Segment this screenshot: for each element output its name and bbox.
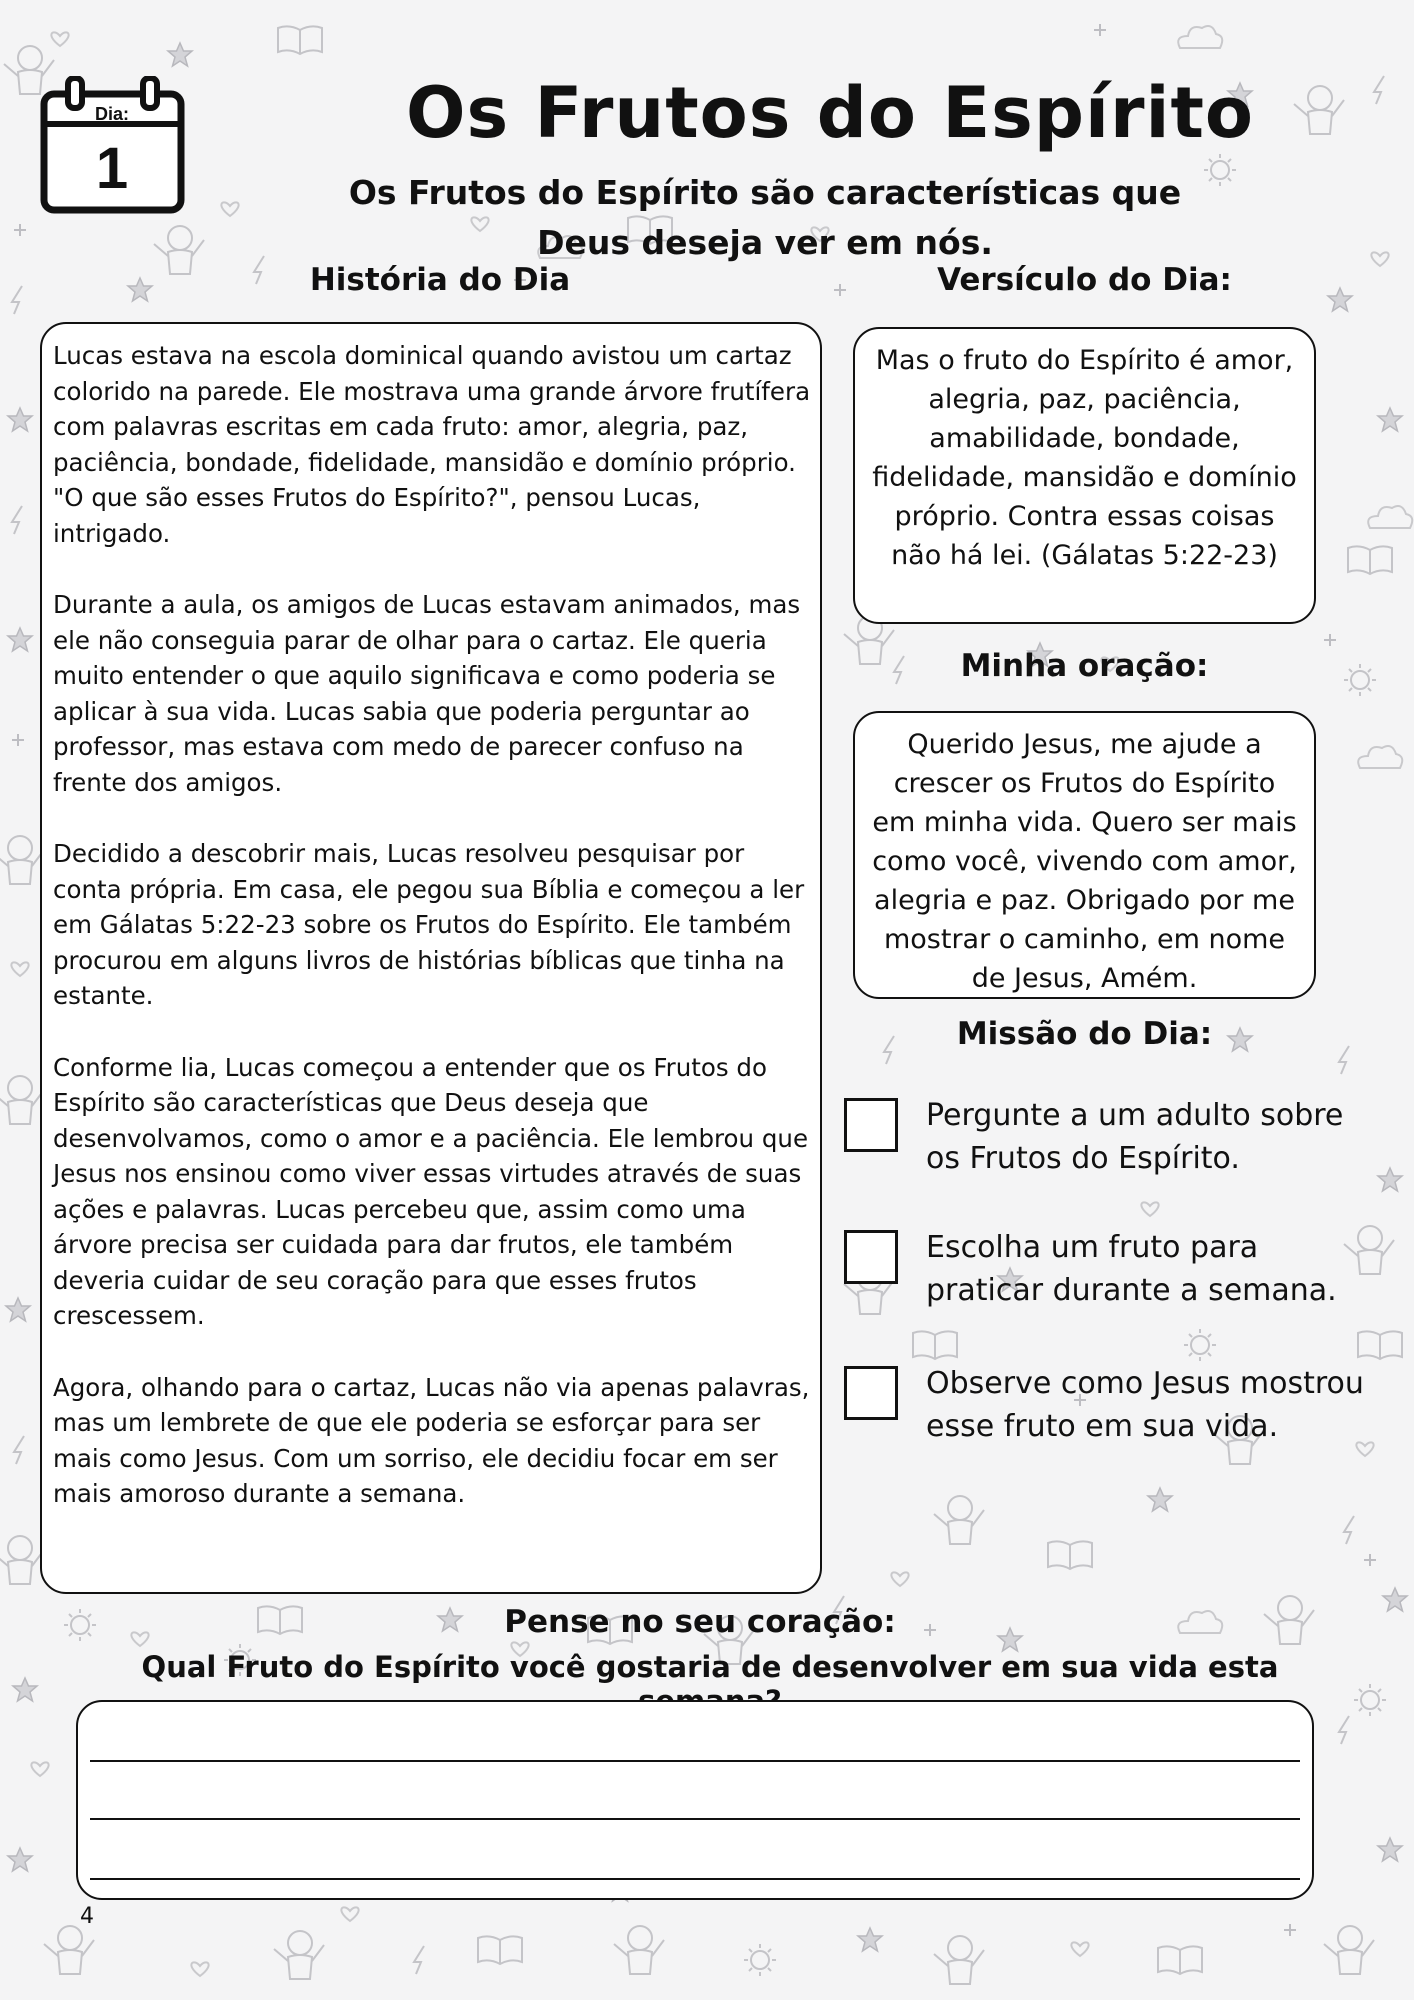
answer-box[interactable] [76, 1700, 1314, 1900]
story-paragraph: Agora, olhando para o cartaz, Lucas não via apenas palavras, mas um lembrete de que ele poderia se esforçar para ser mais como Jesus. Com um sorriso, ele decidiu focar em ser mais amoroso durante a semana. [53, 1372, 810, 1508]
prayer-heading: Minha oração: [960, 648, 1209, 684]
task-checkbox[interactable] [844, 1366, 898, 1420]
answer-line[interactable] [90, 1760, 1300, 1762]
calendar-label: Dia: [94, 104, 130, 124]
verse-text: Mas o fruto do Espírito é amor, alegria, paz, paciência, amabilidade, bondade, fidelidade, mansidão e domínio próprio. Contra essas coisas não há lei. (Gálatas 5:22-23) [872, 345, 1297, 571]
answer-line[interactable] [90, 1818, 1300, 1820]
task-checkbox[interactable] [844, 1230, 898, 1284]
task-text: Escolha um fruto para praticar durante a semana. [926, 1230, 1337, 1308]
reflection-heading: Pense no seu coração: [504, 1604, 896, 1640]
verse-box [853, 327, 1316, 624]
story-box [40, 322, 822, 1594]
task-text: Observe como Jesus mostrou esse fruto em sua vida. [926, 1366, 1364, 1444]
mission-heading: Missão do Dia: [956, 1016, 1213, 1052]
story-paragraph: Durante a aula, os amigos de Lucas estavam animados, mas ele não conseguia parar de olhar para o cartaz. Ele queria muito entender o que aquilo significava e como poderia se aplicar à sua vida. Lucas sabia que poderia perguntar ao professor, mas estava com medo de parecer confuso na frente dos amigos. [53, 590, 801, 797]
prayer-box [853, 711, 1316, 999]
calendar-icon [40, 76, 185, 216]
answer-line[interactable] [90, 1878, 1300, 1880]
story-paragraph: Lucas estava na escola dominical quando avistou um cartaz colorido na parede. Ele mostrava uma grande árvore frutífera com palavras escritas em cada fruto: amor, alegria, paz, paciência, bondade, fidelidade, mansidão e domínio próprio. "O que são esses Frutos do Espírito?", pensou Lucas, intrigado. [53, 341, 811, 548]
task-text: Pergunte a um adulto sobre os Frutos do Espírito. [926, 1098, 1344, 1176]
story-paragraph: Decidido a descobrir mais, Lucas resolveu pesquisar por conta própria. Em casa, ele pegou sua Bíblia e começou a ler em Gálatas 5:22-23 sobre os Frutos do Espírito. Ele também procurou em alguns livros de histórias bíblicas que tinha na estante. [53, 839, 805, 1010]
calendar-day-number: 1 [95, 136, 129, 201]
page-subtitle: Os Frutos do Espírito são características que Deus deseja ver em nós. [348, 173, 1182, 262]
page-number: 4 [80, 1904, 94, 1929]
story-paragraph: Conforme lia, Lucas começou a entender que os Frutos do Espírito são características que Deus deseja que desenvolvamos, como o amor e a paciência. Ele lembrou que Jesus nos ensinou como viver essas virtudes através de suas ações e palavras. Lucas percebeu que, assim como uma árvore precisa ser cuidada para dar frutos, ele também deveria cuidar de seu coração para que esses frutos crescessem. [53, 1052, 809, 1330]
story-heading: História do Dia [309, 262, 571, 298]
prayer-text: Querido Jesus, me ajude a crescer os Frutos do Espírito em minha vida. Quero ser mais como você, vivendo com amor, alegria e paz. Obrigado por me mostrar o caminho, em nome de Jesus, Amém. [872, 729, 1297, 994]
task-checkbox[interactable] [844, 1098, 898, 1152]
verse-heading: Versículo do Dia: [937, 262, 1232, 298]
page-title: Os Frutos do Espírito [405, 72, 1255, 154]
reflection-question: Qual Fruto do Espírito você gostaria de desenvolver em sua vida esta [141, 1650, 1279, 1684]
